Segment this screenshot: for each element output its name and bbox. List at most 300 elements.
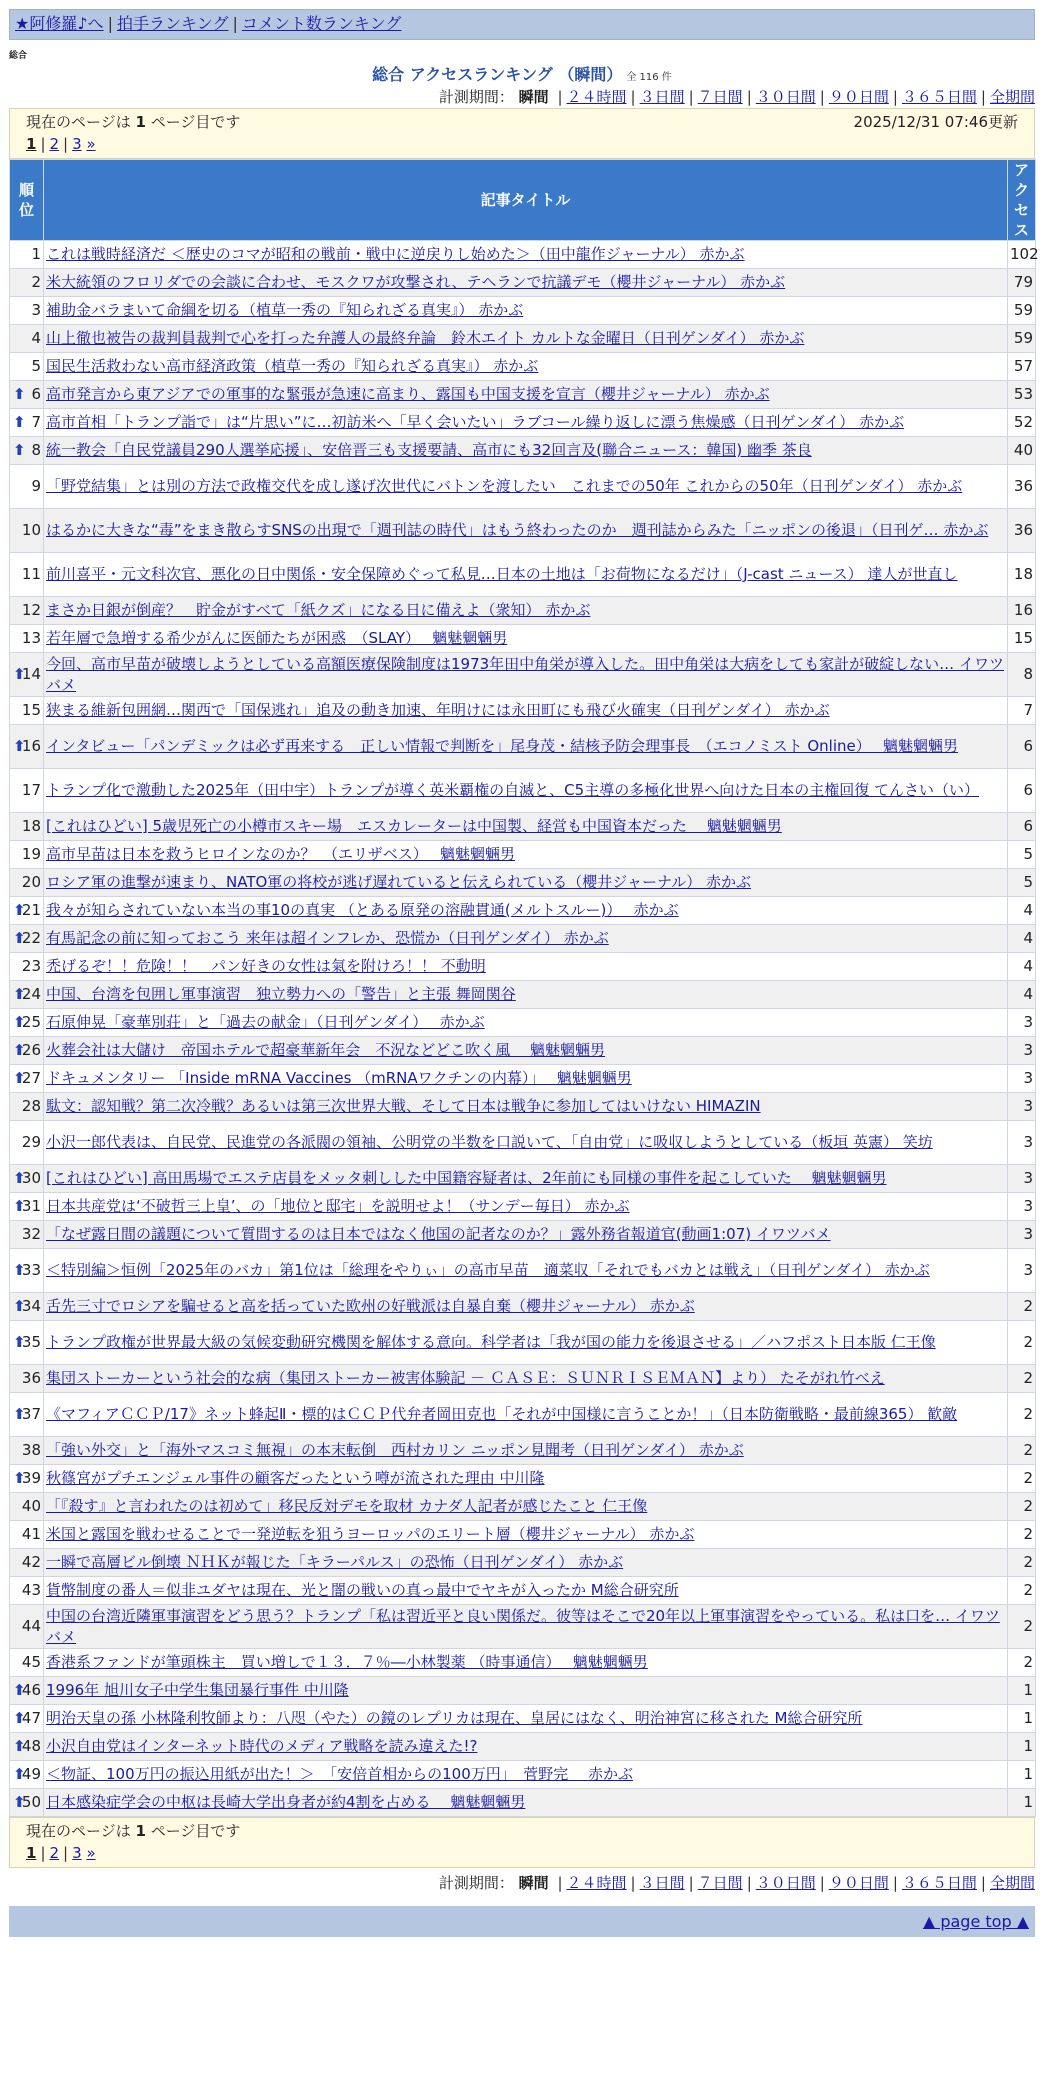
table-row bbox=[10, 1037, 1036, 1065]
article-link[interactable]: 駄文：認知戦？第二次冷戦？あるいは第三次世界大戦、そして日本は戦争に参加してはいけない HIMAZIN bbox=[46, 1097, 761, 1115]
period-option[interactable]: ７日間 bbox=[697, 88, 743, 106]
table-row bbox=[10, 509, 1036, 553]
title-cell bbox=[44, 409, 1008, 437]
period-option[interactable]: ２４時間 bbox=[566, 1874, 627, 1892]
table-row bbox=[10, 1789, 1036, 1817]
rank-cell bbox=[10, 1705, 44, 1733]
page-status-bottom: 現在のページは 1 ページ目です bbox=[26, 1822, 241, 1840]
rank-cell bbox=[10, 597, 44, 625]
rank-number: 27 bbox=[21, 1069, 41, 1087]
table-row bbox=[10, 1249, 1036, 1293]
access-count: 59 bbox=[1008, 325, 1036, 353]
access-count: 52 bbox=[1008, 409, 1036, 437]
access-count: 59 bbox=[1008, 297, 1036, 325]
access-count: 2 bbox=[1008, 1465, 1036, 1493]
title-cell bbox=[44, 769, 1008, 813]
article-link[interactable]: 補助金バラまいて命綱を切る（植草一秀の『知られざる真実』） 赤かぶ bbox=[46, 301, 524, 319]
rank-number: 46 bbox=[21, 1681, 41, 1699]
article-link[interactable]: 一瞬で高層ビル倒壊 ＮＨＫが報じた「キラーパルス」の恐怖（日刊ゲンダイ） 赤かぶ bbox=[46, 1553, 624, 1571]
access-count: 3 bbox=[1008, 1193, 1036, 1221]
rank-number: 31 bbox=[21, 1197, 41, 1215]
rank-cell bbox=[10, 1165, 44, 1193]
access-count: 1 bbox=[1008, 1789, 1036, 1817]
access-count: 2 bbox=[1008, 1521, 1036, 1549]
table-row bbox=[10, 1465, 1036, 1493]
rank-number: 13 bbox=[21, 629, 41, 647]
title-cell bbox=[44, 353, 1008, 381]
title-cell bbox=[44, 1761, 1008, 1789]
rank-cell bbox=[10, 1577, 44, 1605]
section-label: 総合 bbox=[9, 51, 28, 61]
top-nav: ★阿修羅♪へ | 拍手ランキング | コメント数ランキング bbox=[9, 9, 1035, 40]
rank-cell bbox=[10, 925, 44, 953]
rank-number: 42 bbox=[21, 1553, 41, 1571]
table-row bbox=[10, 725, 1036, 769]
table-row bbox=[10, 241, 1036, 269]
title-cell bbox=[44, 297, 1008, 325]
table-row bbox=[10, 1365, 1036, 1393]
rank-cell bbox=[10, 1365, 44, 1393]
title-cell bbox=[44, 925, 1008, 953]
period-label: 計測期間： bbox=[438, 88, 514, 106]
up-arrow-icon: ⬆ bbox=[13, 901, 26, 919]
title-cell bbox=[44, 1521, 1008, 1549]
article-link[interactable]: 日本感染症学会の中枢は長崎大学出身者が約4割を占める 魑魅魍魎男 bbox=[46, 1793, 526, 1811]
period-option[interactable]: ３６５日間 bbox=[901, 1874, 977, 1892]
table-row bbox=[10, 1293, 1036, 1321]
up-arrow-icon: ⬆ bbox=[13, 1261, 26, 1279]
up-arrow-icon: ⬆ bbox=[13, 1069, 26, 1087]
title-cell bbox=[44, 725, 1008, 769]
article-link[interactable]: 統一教会「自民党議員290人選挙応援」、安倍晋三も支援要請、高市にも32回言及(聯合ニュース：韓国) 幽季 茶良 bbox=[46, 441, 812, 459]
table-row bbox=[10, 897, 1036, 925]
table-row bbox=[10, 325, 1036, 353]
rank-cell bbox=[10, 1221, 44, 1249]
access-count: 2 bbox=[1008, 1393, 1036, 1437]
article-link[interactable]: 中国の台湾近隣軍事演習をどう思う？トランプ「私は習近平と良い関係だ。彼等はそこで20年以上軍事演習をやっている。私は口を… イワツバメ bbox=[46, 1606, 1000, 1646]
rank-cell bbox=[10, 1549, 44, 1577]
period-option[interactable]: ３日間 bbox=[639, 88, 685, 106]
page-link: 1 bbox=[26, 1844, 37, 1862]
access-count: 6 bbox=[1008, 725, 1036, 769]
pager-top bbox=[9, 108, 1035, 159]
ranking-table bbox=[9, 159, 1039, 1817]
rank-cell bbox=[10, 1193, 44, 1221]
period-option[interactable]: ３０日間 bbox=[755, 1874, 816, 1892]
rank-number: 7 bbox=[31, 413, 41, 431]
article-link[interactable]: 山上徹也被告の裁判員裁判で心を打った弁護人の最終弁論 鈴木エイト カルトな金曜日（日刊ゲンダイ） 赤かぶ bbox=[46, 329, 805, 347]
table-row bbox=[10, 1193, 1036, 1221]
rank-cell bbox=[10, 697, 44, 725]
period-option[interactable]: ３０日間 bbox=[755, 88, 816, 106]
up-arrow-icon: ⬆ bbox=[13, 1709, 26, 1727]
article-link[interactable]: 前川喜平・元文科次官、悪化の日中関係・安全保障めぐって私見…日本の土地は「お荷物になるだけ」（J-cast ニュース） 達人が世直し bbox=[46, 565, 958, 583]
table-row bbox=[10, 409, 1036, 437]
article-link[interactable]: 「野党結集」とは別の方法で政権交代を成し遂げ次世代にバトンを渡したい これまでの50年 これからの50年（日刊ゲンダイ） 赤かぶ bbox=[46, 477, 963, 495]
access-count: 8 bbox=[1008, 653, 1036, 697]
up-arrow-icon: ⬆ bbox=[13, 441, 26, 459]
title-cell bbox=[44, 1009, 1008, 1037]
updated-timestamp: 2025/12/31 07:46更新 bbox=[853, 113, 1018, 131]
rank-cell bbox=[10, 1321, 44, 1365]
rank-cell bbox=[10, 553, 44, 597]
rank-cell bbox=[10, 437, 44, 465]
rank-number: 8 bbox=[31, 441, 41, 459]
rank-number: 48 bbox=[21, 1737, 41, 1755]
title-cell bbox=[44, 465, 1008, 509]
rank-cell bbox=[10, 1465, 44, 1493]
article-link[interactable]: 米大統領のフロリダでの会談に合わせ、モスクワが攻撃され、テヘランで抗議デモ（櫻井ジャーナル） 赤かぶ bbox=[46, 273, 786, 291]
access-count: 2 bbox=[1008, 1577, 1036, 1605]
up-arrow-icon: ⬆ bbox=[13, 1197, 26, 1215]
page bbox=[9, 9, 1039, 1937]
rank-cell bbox=[10, 1121, 44, 1165]
period-option[interactable]: ２４時間 bbox=[566, 88, 627, 106]
article-link[interactable]: 高市早苗は日本を救うヒロインなのか？ （エリザベス） 魑魅魍魎男 bbox=[46, 845, 516, 863]
rank-cell bbox=[10, 241, 44, 269]
rank-number: 33 bbox=[21, 1261, 41, 1279]
rank-cell bbox=[10, 1605, 44, 1649]
access-count: 36 bbox=[1008, 465, 1036, 509]
article-link[interactable]: 「強い外交」と「海外マスコミ無視」の本末転倒 西村カリン ニッポン見聞考（日刊ゲンダイ） 赤かぶ bbox=[46, 1441, 744, 1459]
rank-number: 44 bbox=[21, 1617, 41, 1635]
article-link[interactable]: ロシア軍の進撃が速まり、NATO軍の将校が逃げ遅れていると伝えられている（櫻井ジャーナル） 赤かぶ bbox=[46, 873, 752, 891]
table-row bbox=[10, 1065, 1036, 1093]
access-count: 3 bbox=[1008, 1249, 1036, 1293]
up-arrow-icon: ⬆ bbox=[13, 1333, 26, 1351]
rank-number: 15 bbox=[21, 701, 41, 719]
table-row bbox=[10, 1165, 1036, 1193]
header-rank: 順位 bbox=[10, 160, 44, 241]
rank-number: 12 bbox=[21, 601, 41, 619]
comment-ranking-link[interactable]: コメント数ランキング bbox=[241, 14, 402, 33]
access-count: 36 bbox=[1008, 509, 1036, 553]
table-row bbox=[10, 1093, 1036, 1121]
rank-cell bbox=[10, 269, 44, 297]
article-link[interactable]: 小沢自由党はインターネット時代のメディア戦略を読み違えた!? bbox=[46, 1737, 478, 1755]
access-count: 1 bbox=[1008, 1677, 1036, 1705]
article-link[interactable]: 若年層で急増する希少がんに医師たちが困惑 （SLAY） 魑魅魍魎男 bbox=[46, 629, 508, 647]
title-cell bbox=[44, 381, 1008, 409]
page-top-link[interactable]: ▲ page top ▲ bbox=[922, 1912, 1029, 1931]
up-arrow-icon: ⬆ bbox=[13, 1041, 26, 1059]
title-cell bbox=[44, 1789, 1008, 1817]
article-link[interactable]: これは戦時経済だ ＜歴史のコマが昭和の戦前・戦中に逆戻りし始めた＞（田中龍作ジャーナル） 赤かぶ bbox=[46, 245, 745, 263]
table-row bbox=[10, 813, 1036, 841]
rank-cell bbox=[10, 813, 44, 841]
table-row bbox=[10, 1677, 1036, 1705]
article-link[interactable]: 高市発言から東アジアでの軍事的な緊張が急速に高まり、露国も中国支援を宣言（櫻井ジャーナル） 赤かぶ bbox=[46, 385, 770, 403]
rank-cell bbox=[10, 353, 44, 381]
up-arrow-icon: ⬆ bbox=[13, 1169, 26, 1187]
article-link[interactable]: 有馬記念の前に知っておこう 来年は超インフレか、恐慌か（日刊ゲンダイ） 赤かぶ bbox=[46, 929, 609, 947]
article-link[interactable]: 秋篠宮がプチエンジェル事件の顧客だったという噂が流された理由 中川隆 bbox=[46, 1469, 545, 1487]
article-link[interactable]: 「『殺す』と言われたのは初めて」移民反対デモを取材 カナダ人記者が感じたこと 仁王像 bbox=[46, 1497, 648, 1515]
table-row bbox=[10, 353, 1036, 381]
rank-cell bbox=[10, 1521, 44, 1549]
article-link[interactable]: 日本共産党は‘不破哲三上皇’、の「地位と邸宅」を説明せよ！（サンデー毎日） 赤かぶ bbox=[46, 1197, 630, 1215]
article-link[interactable]: トランプ政権が世界最大級の気候変動研究機関を解体する意向。科学者は「我が国の能力を後退させる」／ハフポスト日本版 仁王像 bbox=[46, 1333, 936, 1351]
rank-number: 5 bbox=[31, 357, 41, 375]
next-page-link[interactable]: » bbox=[86, 1844, 96, 1862]
title-cell bbox=[44, 597, 1008, 625]
rank-cell bbox=[10, 725, 44, 769]
title-cell bbox=[44, 1093, 1008, 1121]
rank-number: 43 bbox=[21, 1581, 41, 1599]
access-count: 4 bbox=[1008, 897, 1036, 925]
access-count: 3 bbox=[1008, 1093, 1036, 1121]
period-selector-top: 計測期間： 瞬間 | ２４時間 | ３日間 | ７日間 | ３０日間 | ９０日間 | ３６５日間 | 全期間 bbox=[438, 88, 1035, 106]
article-link[interactable]: 火葬会社は大儲け 帝国ホテルで超豪華新年会 不況などどこ吹く風 魑魅魍魎男 bbox=[46, 1041, 606, 1059]
up-arrow-icon: ⬆ bbox=[13, 1737, 26, 1755]
rank-number: 23 bbox=[21, 957, 41, 975]
title-cell bbox=[44, 509, 1008, 553]
access-count: 5 bbox=[1008, 869, 1036, 897]
table-row bbox=[10, 1393, 1036, 1437]
rank-cell bbox=[10, 869, 44, 897]
article-link[interactable]: 明治天皇の孫 小林隆利牧師より：八咫（やた）の鏡のレプリカは現在、皇居にはなく、明治神宮に移された M総合研究所 bbox=[46, 1709, 863, 1727]
up-arrow-icon: ⬆ bbox=[13, 985, 26, 1003]
table-row bbox=[10, 1761, 1036, 1789]
rank-number: 37 bbox=[21, 1405, 41, 1423]
title-cell bbox=[44, 1437, 1008, 1465]
title-cell bbox=[44, 1365, 1008, 1393]
rank-cell bbox=[10, 1065, 44, 1093]
article-link[interactable]: インタビュー「パンデミックは必ず再来する 正しい情報で判断を」尾身茂・結核予防会理事長 （エコノミスト Online） 魑魅魍魎男 bbox=[46, 737, 959, 755]
up-arrow-icon: ⬆ bbox=[13, 1405, 26, 1423]
table-row bbox=[10, 297, 1036, 325]
title-cell bbox=[44, 1037, 1008, 1065]
table-row bbox=[10, 1521, 1036, 1549]
title-row bbox=[9, 64, 1035, 86]
rank-number: 1 bbox=[31, 245, 41, 263]
rank-cell bbox=[10, 1393, 44, 1437]
article-link[interactable]: ＜物証、100万円の振込用紙が出た！＞ 「安倍首相からの100万円」 菅野完 赤かぶ bbox=[46, 1765, 634, 1783]
access-count: 5 bbox=[1008, 841, 1036, 869]
rank-number: 19 bbox=[21, 845, 41, 863]
article-link[interactable]: 1996年 旭川女子中学生集団暴行事件 中川隆 bbox=[46, 1681, 349, 1699]
title-cell bbox=[44, 625, 1008, 653]
title-cell bbox=[44, 1121, 1008, 1165]
rank-cell bbox=[10, 1493, 44, 1521]
access-count: 2 bbox=[1008, 1293, 1036, 1321]
title-cell bbox=[44, 1393, 1008, 1437]
rank-number: 22 bbox=[21, 929, 41, 947]
rank-cell bbox=[10, 297, 44, 325]
page-link[interactable]: 3 bbox=[72, 1844, 82, 1862]
title-cell bbox=[44, 1249, 1008, 1293]
access-count: 7 bbox=[1008, 697, 1036, 725]
rank-number: 50 bbox=[21, 1793, 41, 1811]
table-row bbox=[10, 869, 1036, 897]
up-arrow-icon: ⬆ bbox=[13, 665, 26, 683]
rank-cell bbox=[10, 1249, 44, 1293]
rank-cell bbox=[10, 1649, 44, 1677]
rank-cell bbox=[10, 1009, 44, 1037]
title-cell bbox=[44, 1321, 1008, 1365]
page-link[interactable]: 3 bbox=[72, 135, 82, 153]
access-count: 6 bbox=[1008, 769, 1036, 813]
title-cell bbox=[44, 1677, 1008, 1705]
access-count: 6 bbox=[1008, 813, 1036, 841]
period-option[interactable]: 全期間 bbox=[989, 1874, 1035, 1892]
header-title: 記事タイトル bbox=[44, 160, 1008, 241]
article-link[interactable]: 石原伸晃「豪華別荘」と「過去の献金」（日刊ゲンダイ） 赤かぶ bbox=[46, 1013, 485, 1031]
article-link[interactable]: 国民生活救わない高市経済政策（植草一秀の『知られざる真実』） 赤かぶ bbox=[46, 357, 539, 375]
article-link[interactable]: 集団ストーカーという社会的な病（集団ストーカー被害体験記 － ＣＡＳＥ：ＳＵＮＲＩＳＥＭＡＮ】より） たそがれ竹べえ bbox=[46, 1369, 885, 1387]
article-link[interactable]: 貨幣制度の番人＝似非ユダヤは現在、光と闇の戦いの真っ最中でヤキが入ったか M総合研究所 bbox=[46, 1581, 679, 1599]
table-row bbox=[10, 697, 1036, 725]
title-cell bbox=[44, 1705, 1008, 1733]
article-link[interactable]: [これはひどい] 5歳児死亡の小樽市スキー場 エスカレーターは中国製、経営も中国資本だった 魑魅魍魎男 bbox=[46, 817, 782, 835]
rank-cell bbox=[10, 841, 44, 869]
rank-number: 36 bbox=[21, 1369, 41, 1387]
rank-number: 6 bbox=[31, 385, 41, 403]
page-status: 現在のページは 1 ページ目です bbox=[26, 113, 241, 131]
table-row bbox=[10, 653, 1036, 697]
header-access: アクセス bbox=[1008, 160, 1036, 241]
up-arrow-icon: ⬆ bbox=[13, 929, 26, 947]
article-link[interactable]: 小沢一郎代表は、自民党、民進党の各派閥の領袖、公明党の半数を口説いて、「自由党」に吸収しようとしている（板垣 英憲） 笑坊 bbox=[46, 1133, 933, 1151]
title-cell bbox=[44, 553, 1008, 597]
access-count: 2 bbox=[1008, 1321, 1036, 1365]
article-link[interactable]: 今回、高市早苗が破壊しようとしている高額医療保険制度は1973年田中角栄が導入した。田中角栄は大病をしても家計が破綻しない… イワツバメ bbox=[46, 654, 1004, 694]
table-row bbox=[10, 981, 1036, 1009]
access-count: 3 bbox=[1008, 1221, 1036, 1249]
table-row bbox=[10, 925, 1036, 953]
table-row bbox=[10, 841, 1036, 869]
article-link[interactable]: 高市首相「トランプ詣で」は“片思い”に…初訪米へ「早く会いたい」ラブコール繰り返しに漂う焦燥感（日刊ゲンダイ） 赤かぶ bbox=[46, 413, 905, 431]
table-row bbox=[10, 1221, 1036, 1249]
rank-cell bbox=[10, 465, 44, 509]
period-option[interactable]: ９０日間 bbox=[828, 1874, 889, 1892]
rank-number: 20 bbox=[21, 873, 41, 891]
period-option[interactable]: ９０日間 bbox=[828, 88, 889, 106]
article-link[interactable]: 舌先三寸でロシアを騙せると高を括っていた欧州の好戦派は自暴自棄（櫻井ジャーナル） 赤かぶ bbox=[46, 1297, 695, 1315]
title-cell bbox=[44, 1605, 1008, 1649]
title-cell bbox=[44, 1733, 1008, 1761]
table-row bbox=[10, 1009, 1036, 1037]
article-link[interactable]: トランプ化で激動した2025年（田中宇）トランプが導く英米覇権の自滅と、C5主導の多極化世界へ向けた日本の主権回復 てんさい（い） bbox=[46, 781, 979, 799]
article-link[interactable]: 中国、台湾を包囲し軍事演習 独立勢力への「警告」と主張 舞岡関谷 bbox=[46, 985, 516, 1003]
rank-number: 47 bbox=[21, 1709, 41, 1727]
article-link[interactable]: まさか日銀が倒産？ 貯金がすべて「紙クズ」になる日に備えよ（衆知） 赤かぶ bbox=[46, 601, 591, 619]
rank-cell bbox=[10, 981, 44, 1009]
title-cell bbox=[44, 269, 1008, 297]
rank-cell bbox=[10, 1789, 44, 1817]
period-option[interactable]: 全期間 bbox=[989, 88, 1035, 106]
title-cell bbox=[44, 1221, 1008, 1249]
table-row bbox=[10, 553, 1036, 597]
rank-cell bbox=[10, 953, 44, 981]
rank-number: 11 bbox=[21, 565, 41, 583]
clap-ranking-link[interactable]: 拍手ランキング bbox=[116, 14, 229, 33]
up-arrow-icon: ⬆ bbox=[13, 1013, 26, 1031]
rank-number: 34 bbox=[21, 1297, 41, 1315]
access-count: 3 bbox=[1008, 1037, 1036, 1065]
article-link[interactable]: 米国と露国を戦わせることで一発逆転を狙うヨーロッパのエリート層（櫻井ジャーナル） 赤かぶ bbox=[46, 1525, 695, 1543]
title-cell bbox=[44, 1549, 1008, 1577]
pager-bottom bbox=[9, 1817, 1035, 1868]
period-option[interactable]: ３６５日間 bbox=[901, 88, 977, 106]
pagination-bottom: 1 | 2 | 3 » bbox=[26, 1844, 96, 1862]
title-cell bbox=[44, 1577, 1008, 1605]
total-count: 全 116 件 bbox=[626, 72, 672, 83]
footer-bar bbox=[9, 1906, 1035, 1937]
title-cell bbox=[44, 953, 1008, 981]
table-row bbox=[10, 1121, 1036, 1165]
access-count: 2 bbox=[1008, 1605, 1036, 1649]
title-cell bbox=[44, 1065, 1008, 1093]
rank-cell bbox=[10, 769, 44, 813]
title-cell bbox=[44, 325, 1008, 353]
page-link[interactable]: 2 bbox=[49, 1844, 60, 1862]
access-count: 3 bbox=[1008, 1121, 1036, 1165]
title-cell bbox=[44, 697, 1008, 725]
article-link[interactable]: [これはひどい] 高田馬場でエステ店員をメッタ刺しした中国籍容疑者は、2年前にも同様の事件を起こしていた 魑魅魍魎男 bbox=[46, 1169, 887, 1187]
title-cell bbox=[44, 1649, 1008, 1677]
title-cell bbox=[44, 1293, 1008, 1321]
title-cell bbox=[44, 437, 1008, 465]
rank-cell bbox=[10, 1037, 44, 1065]
rank-number: 26 bbox=[21, 1041, 41, 1059]
article-link[interactable]: ドキュメンタリー 「Inside mRNA Vaccines （mRNAワクチンの内幕）」 魑魅魍魎男 bbox=[46, 1069, 632, 1087]
access-count: 4 bbox=[1008, 981, 1036, 1009]
rank-cell bbox=[10, 1677, 44, 1705]
table-row bbox=[10, 1649, 1036, 1677]
access-count: 102 bbox=[1008, 241, 1036, 269]
table-row bbox=[10, 1493, 1036, 1521]
rank-cell bbox=[10, 1437, 44, 1465]
rank-number: 17 bbox=[21, 781, 41, 799]
access-count: 2 bbox=[1008, 1365, 1036, 1393]
rank-number: 29 bbox=[21, 1133, 41, 1151]
access-count: 2 bbox=[1008, 1493, 1036, 1521]
page-link[interactable]: 2 bbox=[49, 135, 60, 153]
rank-cell bbox=[10, 381, 44, 409]
period-option[interactable]: ３日間 bbox=[639, 1874, 685, 1892]
up-arrow-icon: ⬆ bbox=[13, 385, 26, 403]
rank-cell bbox=[10, 1293, 44, 1321]
up-arrow-icon: ⬆ bbox=[13, 1681, 26, 1699]
table-row bbox=[10, 465, 1036, 509]
article-link[interactable]: 狭まる維新包囲網…関西で「国保逃れ」追及の動き加速、年明けには永田町にも飛び火確実（日刊ゲンダイ） 赤かぶ bbox=[46, 701, 830, 719]
table-row bbox=[10, 381, 1036, 409]
home-link[interactable]: ★阿修羅♪へ bbox=[15, 14, 104, 33]
period-current: 瞬間 bbox=[518, 88, 549, 106]
article-link[interactable]: 禿げるぞ！！危険！！ パン好きの女性は氣を附けろ！！ 不動明 bbox=[46, 957, 486, 975]
article-link[interactable]: ＜特別編＞恒例「2025年のバカ」第1位は「総理をやりぃ」の高市早苗 適菜収「それでもバカとは戦え」（日刊ゲンダイ） 赤かぶ bbox=[46, 1261, 930, 1279]
article-link[interactable]: 我々が知らされていない本当の事10の真実 （とある原発の溶融貫通(メルトスルー)） 赤かぶ bbox=[46, 901, 679, 919]
rank-cell bbox=[10, 653, 44, 697]
article-link[interactable]: 香港系ファンドが筆頭株主 買い増しで１３．７％―小林製薬 （時事通信） 魑魅魍魎男 bbox=[46, 1653, 648, 1671]
article-link[interactable]: はるかに大きな“毒”をまき散らすSNSの出現で「週刊誌の時代」はもう終わったのか 週刊誌からみた「ニッポンの後退」（日刊ゲ… 赤かぶ bbox=[46, 521, 989, 539]
page-title: 総合 アクセスランキング （瞬間） bbox=[372, 65, 623, 84]
article-link[interactable]: 「なぜ露日間の議題について質問するのは日本ではなく他国の記者なのか？」露外務省報道官(動画1:07) イワツバメ bbox=[46, 1225, 831, 1243]
rank-cell bbox=[10, 325, 44, 353]
rank-number: 35 bbox=[21, 1333, 41, 1351]
period-option[interactable]: ７日間 bbox=[697, 1874, 743, 1892]
title-cell bbox=[44, 1165, 1008, 1193]
access-count: 3 bbox=[1008, 1009, 1036, 1037]
title-cell bbox=[44, 1193, 1008, 1221]
table-row bbox=[10, 269, 1036, 297]
next-page-link[interactable]: » bbox=[86, 135, 96, 153]
rank-number: 39 bbox=[21, 1469, 41, 1487]
access-count: 4 bbox=[1008, 925, 1036, 953]
rank-number: 25 bbox=[21, 1013, 41, 1031]
article-link[interactable]: 《マフィアＣＣＰ/17》ネット蜂起Ⅱ・標的はＣＣＰ代弁者岡田克也「それが中国様に言うことか！」（日本防衛戦略・最前線365） 歓敵 bbox=[46, 1405, 958, 1423]
